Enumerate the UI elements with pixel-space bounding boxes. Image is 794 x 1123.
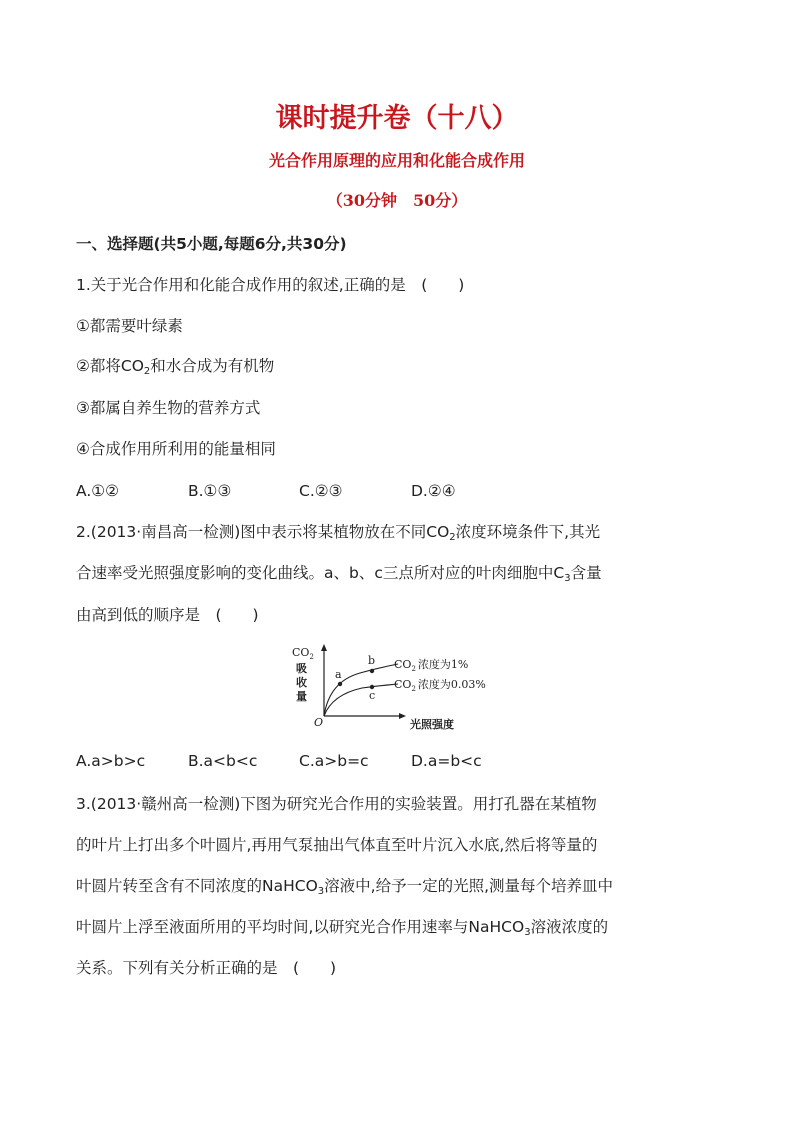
point-b — [370, 669, 374, 673]
y-axis-label-liang: 量 — [296, 690, 307, 703]
q1-stem: 1.关于光合作用和化能合成作用的叙述,正确的是 ( ) — [76, 276, 465, 294]
q3-stem-line3: 叶圆片转至含有不同浓度的NaHCO$_3$溶液中,给予一定的光照,测量每个培养皿中 — [76, 877, 614, 897]
q2-option-b[interactable]: B.a<b<c — [188, 752, 258, 770]
point-c-label: c — [369, 689, 376, 702]
origin-label: O — [314, 716, 324, 729]
y-axis-label-xi: 吸 — [296, 662, 307, 675]
q2-stem-line1: 2.(2013·南昌高一检测)图中表示将某植物放在不同$CO_2$浓度环境条件下,其光 — [76, 523, 601, 543]
q2-option-a[interactable]: A.a>b>c — [76, 752, 146, 770]
curve1-label: $CO_2$ 浓度为1% — [394, 658, 469, 673]
q1-item-1: ①都需要叶绿素 — [76, 317, 183, 335]
q2-option-d[interactable]: D.a=b<c — [411, 752, 482, 770]
q2-stem-line3: 由高到低的顺序是 ( ) — [76, 606, 259, 624]
q3-stem-line4: 叶圆片上浮至液面所用的平均时间,以研究光合作用速率与NaHCO$_3$溶液浓度的 — [76, 918, 609, 938]
page-title: 课时提升卷（十八） — [275, 103, 519, 134]
curve2-label: $CO_2$ 浓度为0.03% — [394, 678, 486, 693]
y-axis-label-shou: 收 — [296, 676, 307, 689]
section-heading: 一、选择题(共5小题,每题6分,共30分) — [76, 235, 347, 253]
x-axis-label: 光照强度 — [410, 718, 454, 731]
q2-stem-line2: 合速率受光照强度影响的变化曲线。a、b、c三点所对应的叶肉细胞中$C_3$含量 — [76, 564, 602, 584]
point-a — [338, 682, 342, 686]
point-a-label: a — [335, 668, 342, 681]
q1-option-d[interactable]: D.②④ — [411, 482, 456, 500]
photosynthesis-curve-figure — [290, 640, 520, 736]
q1-option-a[interactable]: A.①② — [76, 482, 120, 500]
q1-option-b[interactable]: B.①③ — [188, 482, 232, 500]
point-b-label: b — [368, 654, 376, 667]
q1-item-4: ④合成作用所利用的能量相同 — [76, 440, 276, 458]
q1-option-c[interactable]: C.②③ — [299, 482, 343, 500]
q3-stem-line5: 关系。下列有关分析正确的是 ( ) — [76, 959, 337, 977]
q2-option-c[interactable]: C.a>b=c — [299, 752, 369, 770]
q1-item-3: ③都属自养生物的营养方式 — [76, 399, 261, 417]
y-axis-label-co2: $CO_2$ — [292, 646, 314, 661]
time-score-info: （30分钟 50分） — [326, 191, 468, 210]
page-subtitle: 光合作用原理的应用和化能合成作用 — [268, 151, 525, 170]
q3-stem-line1: 3.(2013·赣州高一检测)下图为研究光合作用的实验装置。用打孔器在某植物 — [76, 795, 597, 813]
q1-item-2: ②都将$CO_2$和水合成为有机物 — [76, 357, 275, 377]
q3-stem-line2: 的叶片上打出多个叶圆片,再用气泵抽出气体直至叶片沉入水底,然后将等量的 — [76, 836, 598, 854]
